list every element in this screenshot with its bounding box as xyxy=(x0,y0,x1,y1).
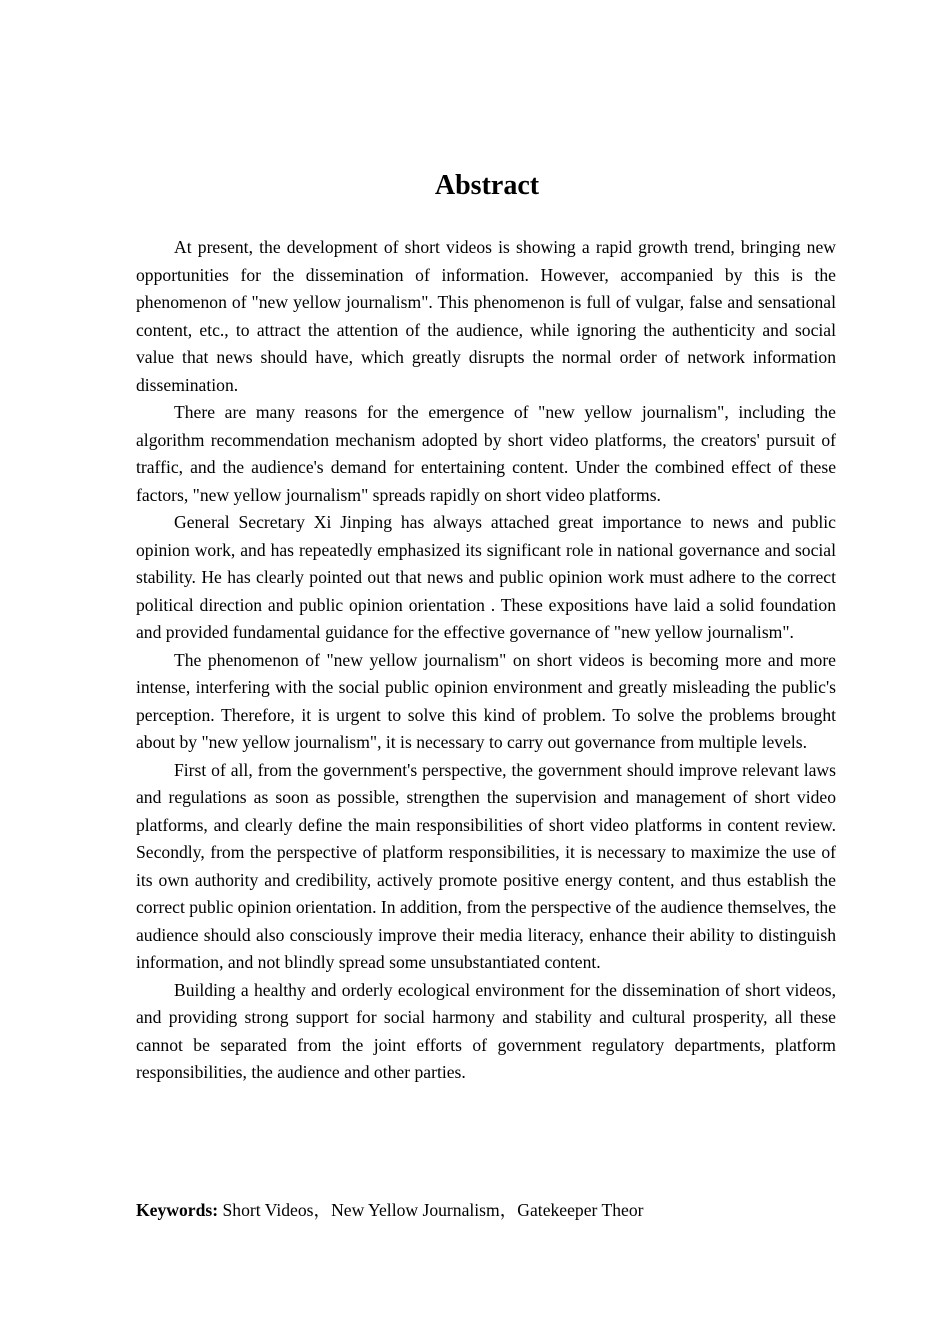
abstract-body xyxy=(136,234,836,1087)
abstract-paragraph: At present, the development of short videos is showing a rapid growth trend, bringing new opportunities for the dissemination of information. However, accompanied by this is the phenomenon of "new yellow journalism". This phenomenon is full of vulgar, false and sensational content, etc., to attract the attention of the audience, while ignoring the authenticity and social value that news should have, which greatly disrupts the normal order of network information dissemination. xyxy=(136,237,836,395)
keywords-label: Keywords: xyxy=(136,1200,219,1220)
abstract-paragraph: There are many reasons for the emergence of "new yellow journalism", including the algorithm recommendation mechanism adopted by short video platforms, the creators' pursuit of traffic, and the audience's demand for entertaining content. Under the combined effect of these factors, "new yellow journalism" spreads rapidly on short video platforms. xyxy=(136,402,836,505)
abstract-paragraph: General Secretary Xi Jinping has always attached great importance to news and public opinion work, and has repeatedly emphasized its significant role in national governance and social stability. He has clearly pointed out that news and public opinion work must adhere to the correct political direction and public opinion orientation . These expositions have laid a solid foundation and provided fundamental guidance for the effective governance of "new yellow journalism". xyxy=(136,512,836,642)
abstract-paragraph: First of all, from the government's perspective, the government should improve relevant laws and regulations as soon as possible, strengthen the supervision and management of short video platforms, and clearly define the main responsibilities of short video platforms in content review. Secondly, from the perspective of platform responsibilities, it is necessary to maximize the use of its own authority and credibility, actively promote positive energy content, and thus establish the correct public opinion orientation. In addition, from the perspective of the audience themselves, the audience should also consciously improve their media literacy, enhance their ability to distinguish information, and not blindly spread some unsubstantiated content. xyxy=(136,759,836,972)
keywords-text: Short Videos，New Yellow Journalism，Gatekeeper Theor xyxy=(222,1200,644,1220)
abstract-title: Abstract xyxy=(434,170,540,201)
abstract-paragraph: Building a healthy and orderly ecological environment for the dissemination of short videos, and providing strong support for social harmony and stability and cultural prosperity, all these cannot be separated from the joint efforts of government regulatory departments, platform responsibilities, the audience and other parties. xyxy=(136,979,836,1082)
abstract-paragraph: The phenomenon of "new yellow journalism" on short videos is becoming more and more intense, interfering with the social public opinion environment and greatly misleading the public's perception. Therefore, it is urgent to solve this kind of problem. To solve the problems brought about by "new yellow journalism", it is necessary to carry out governance from multiple levels. xyxy=(136,649,836,752)
keywords-line xyxy=(136,1196,836,1224)
